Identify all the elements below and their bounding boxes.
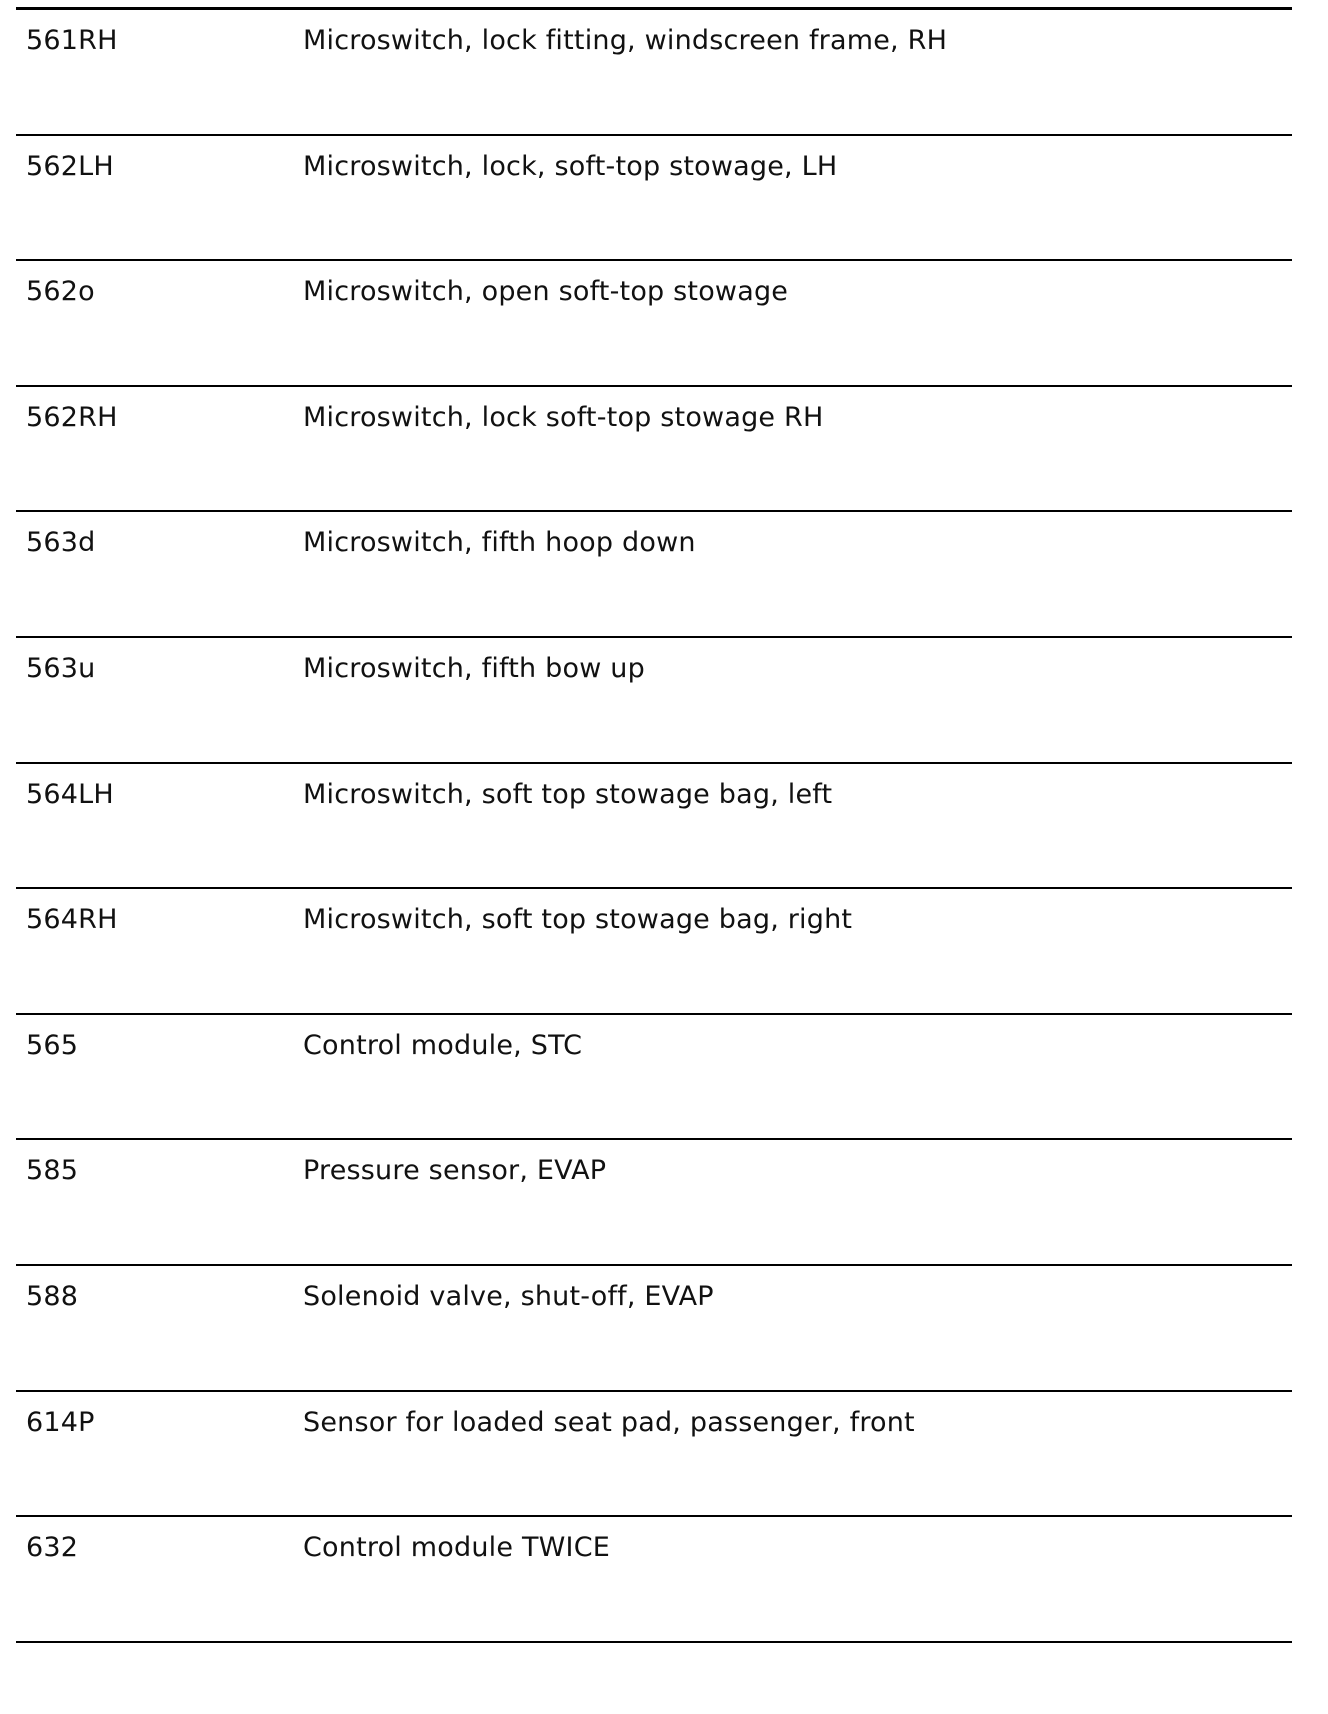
component-description: Microswitch, lock fitting, windscreen frame, RH <box>303 25 948 56</box>
component-code: 564RH <box>26 904 118 936</box>
component-code: 562o <box>26 276 95 308</box>
component-description: Sensor for loaded seat pad, passenger, front <box>303 1406 915 1438</box>
component-description: Microswitch, soft top stowage bag, left <box>303 778 833 810</box>
component-code: 585 <box>26 1155 79 1187</box>
component-description: Pressure sensor, EVAP <box>303 1155 607 1187</box>
component-description: Microswitch, soft top stowage bag, right <box>303 904 853 936</box>
component-code: 565 <box>26 1029 79 1061</box>
component-code: 564LH <box>26 778 114 810</box>
component-description: Control module, STC <box>303 1029 583 1061</box>
component-description: Microswitch, lock soft-top stowage RH <box>303 401 824 433</box>
component-description: Microswitch, fifth hoop down <box>303 527 696 559</box>
component-description: Control module TWICE <box>303 1532 611 1564</box>
table-row <box>16 1517 1292 1643</box>
table-row <box>16 889 1292 1015</box>
component-code: 563u <box>26 652 96 684</box>
table-row <box>16 1266 1292 1392</box>
component-code: 563d <box>26 527 96 559</box>
table-row <box>16 1015 1292 1141</box>
component-code: 561RH <box>26 25 118 56</box>
component-code: 562LH <box>26 150 114 182</box>
component-description: Microswitch, open soft-top stowage <box>303 276 789 308</box>
component-description: Microswitch, fifth bow up <box>303 652 645 684</box>
table-row <box>16 1392 1292 1518</box>
table-row <box>16 638 1292 764</box>
table-row <box>16 764 1292 890</box>
table-row <box>16 1140 1292 1266</box>
component-table <box>16 7 1292 1643</box>
table-row <box>16 10 1292 136</box>
component-code: 632 <box>26 1532 79 1564</box>
table-row <box>16 512 1292 638</box>
table-row <box>16 136 1292 262</box>
table-row <box>16 261 1292 387</box>
component-description: Microswitch, lock, soft-top stowage, LH <box>303 150 838 182</box>
component-code: 614P <box>26 1406 95 1438</box>
component-description: Solenoid valve, shut-off, EVAP <box>303 1280 714 1312</box>
component-code: 562RH <box>26 401 118 433</box>
component-code: 588 <box>26 1280 79 1312</box>
table-row <box>16 387 1292 513</box>
